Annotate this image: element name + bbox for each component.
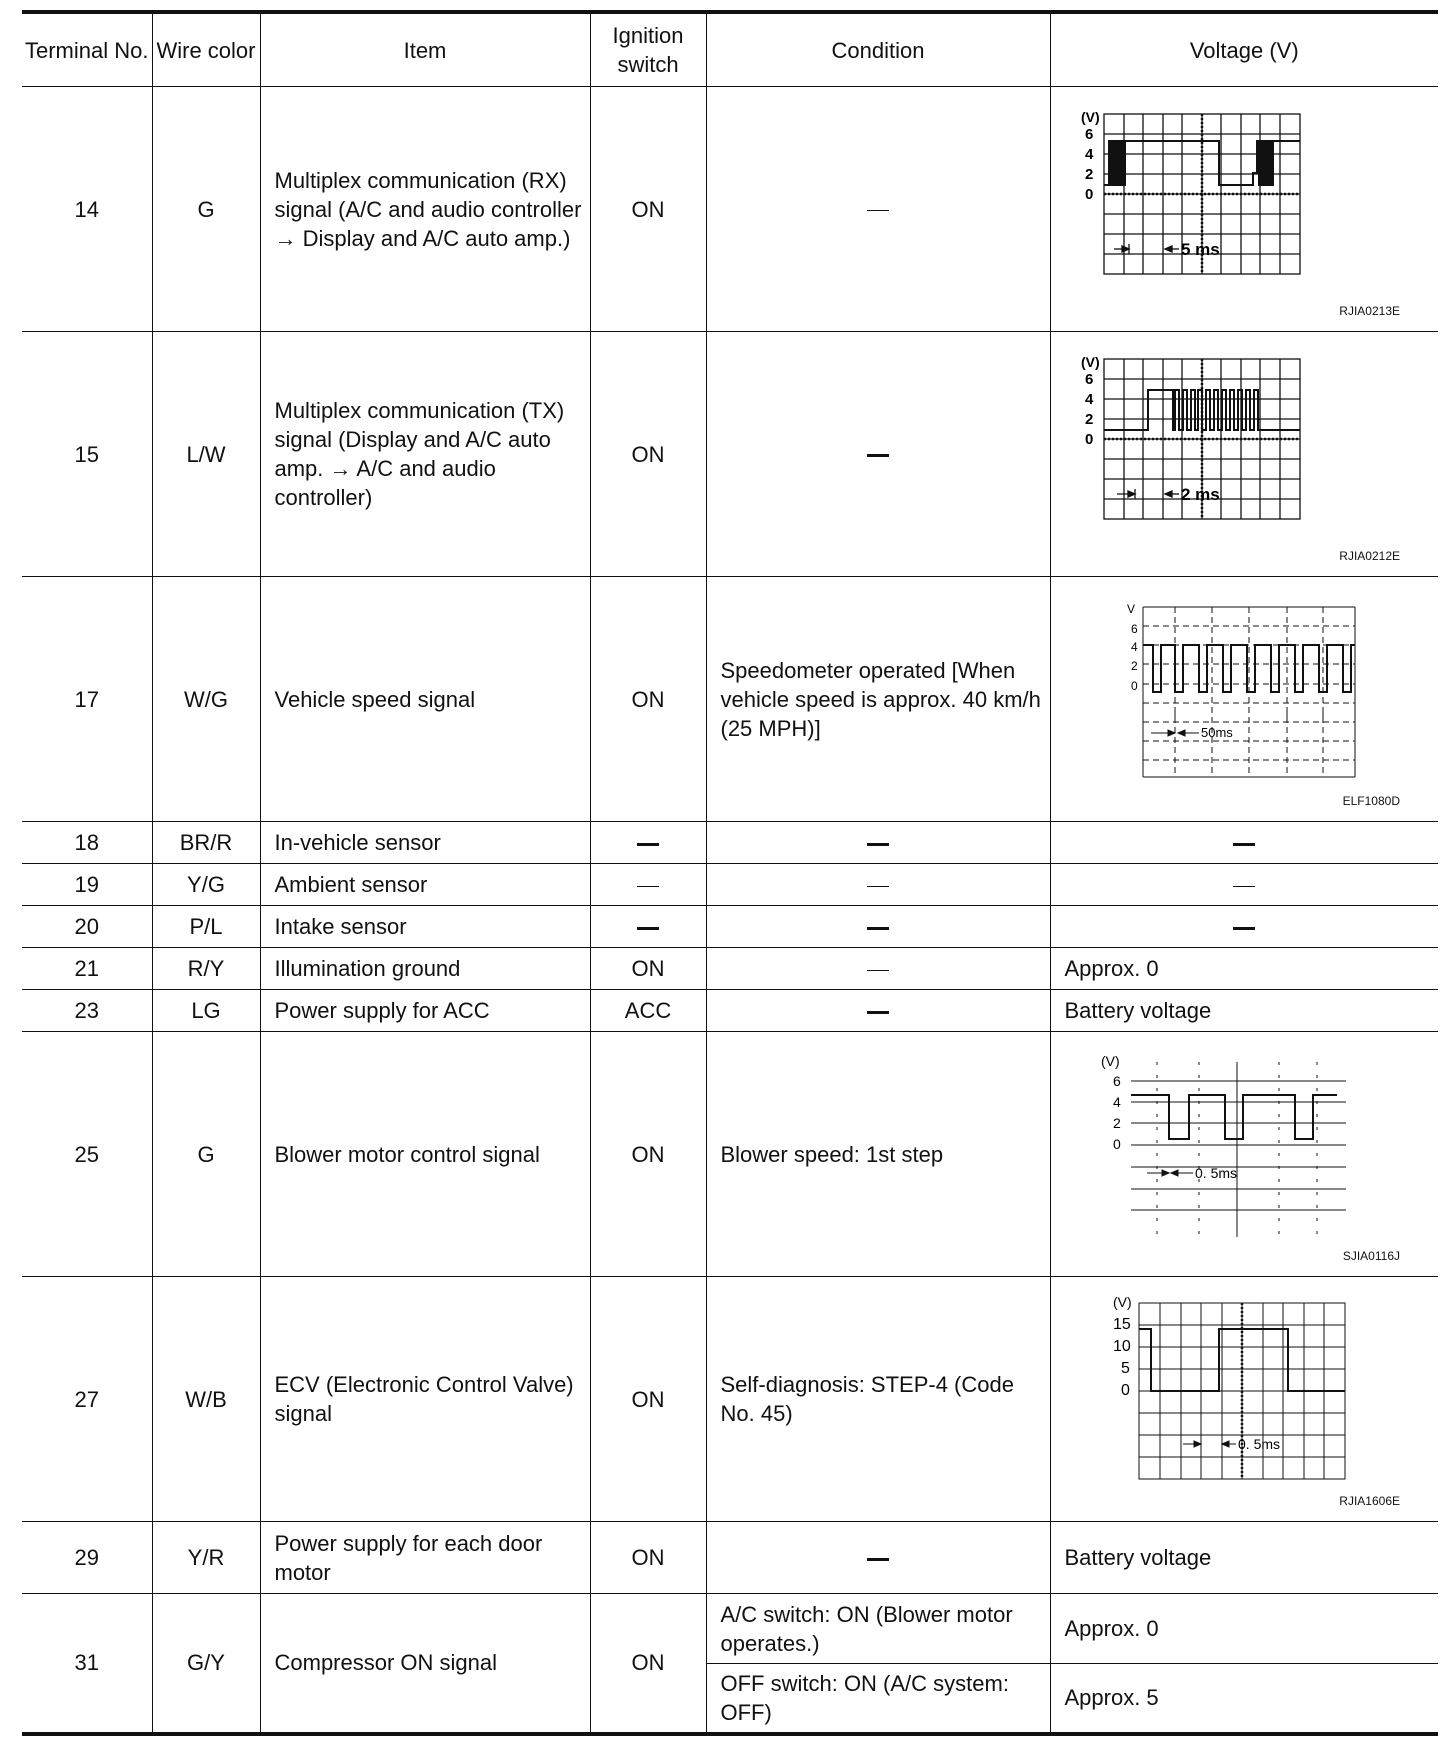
condition: OFF switch: ON (A/C system: OFF) [706, 1664, 1050, 1734]
waveform-25-grid [1131, 1062, 1346, 1237]
waveform-15-period: 2 ms [1180, 485, 1220, 504]
waveform-25-period: 0. 5ms [1194, 1165, 1237, 1181]
waveform-15-plot [1051, 332, 1439, 576]
terminal-voltage-table [22, 10, 1438, 1736]
waveform-14-tick: 4 [1084, 146, 1093, 163]
header-condition: Condition [706, 12, 1050, 87]
figure-code: RJIA0213E [1339, 304, 1400, 318]
terminal-no: 15 [22, 332, 152, 577]
waveform-14-plot [1051, 87, 1439, 331]
row-terminal-21 [22, 948, 1438, 990]
terminal-no: 17 [22, 577, 152, 822]
waveform-14-tick: 2 [1084, 166, 1093, 183]
figure-code: SJIA0116J [1342, 1249, 1400, 1263]
item: Power supply for ACC [260, 990, 590, 1032]
waveform-27-tick: 0 [1120, 1382, 1130, 1399]
waveform-15-tick: 6 [1084, 371, 1093, 388]
ignition-switch: ON [590, 1032, 706, 1277]
row-terminal-14 [22, 87, 1438, 332]
waveform-25-plot [1051, 1032, 1439, 1276]
header-item: Item [260, 12, 590, 87]
condition [706, 990, 1050, 1032]
condition [706, 906, 1050, 948]
dash-mark [867, 927, 889, 930]
voltage: Approx. 0 [1050, 1594, 1438, 1664]
voltage [1050, 864, 1438, 906]
terminal-no: 21 [22, 948, 152, 990]
item: ECV (Electronic Control Valve) signal [260, 1277, 590, 1522]
item: Multiplex communication (TX) signal (Display and A/C auto amp. → A/C and audio controller) [260, 332, 590, 577]
dash-mark [637, 843, 659, 846]
waveform-27-tick: 15 [1112, 1316, 1131, 1333]
dash-mark [867, 843, 889, 846]
condition [706, 864, 1050, 906]
voltage-waveform-cell [1050, 1277, 1438, 1522]
waveform-27-period: 0. 5ms [1237, 1436, 1280, 1452]
row-terminal-27 [22, 1277, 1438, 1522]
wire-color: P/L [152, 906, 260, 948]
voltage-waveform-cell [1050, 332, 1438, 577]
ignition-switch: ON [590, 332, 706, 577]
terminal-no: 27 [22, 1277, 152, 1522]
condition [706, 1522, 1050, 1594]
condition: Speedometer operated [When vehicle speed is approx. 40 km/h (25 MPH)] [706, 577, 1050, 822]
waveform-25-tick: 6 [1112, 1073, 1121, 1089]
condition: Blower speed: 1st step [706, 1032, 1050, 1277]
wire-color: Y/R [152, 1522, 260, 1594]
terminal-no: 20 [22, 906, 152, 948]
waveform-17-unit: V [1126, 602, 1135, 616]
ignition-switch: ACC [590, 990, 706, 1032]
row-terminal-17 [22, 577, 1438, 822]
waveform-25-tick: 4 [1112, 1094, 1121, 1110]
terminal-no: 23 [22, 990, 152, 1032]
wire-color: W/G [152, 577, 260, 822]
waveform-14-tick: 6 [1084, 126, 1093, 143]
ignition-switch: ON [590, 87, 706, 332]
terminal-no: 25 [22, 1032, 152, 1277]
dash-mark [867, 454, 889, 457]
wire-color: LG [152, 990, 260, 1032]
ignition-switch: ON [590, 577, 706, 822]
terminal-no: 19 [22, 864, 152, 906]
dash-mark [1233, 886, 1255, 887]
item: In-vehicle sensor [260, 822, 590, 864]
item: Ambient sensor [260, 864, 590, 906]
ignition-switch: ON [590, 1594, 706, 1734]
terminal-no: 18 [22, 822, 152, 864]
item: Power supply for each door motor [260, 1522, 590, 1594]
waveform-17-tick: 4 [1130, 640, 1138, 654]
voltage-waveform-cell [1050, 87, 1438, 332]
header-row [22, 12, 1438, 87]
header-terminal-no: Terminal No. [22, 12, 152, 87]
dash-mark [1233, 843, 1255, 846]
wire-color: G [152, 87, 260, 332]
voltage: Battery voltage [1050, 990, 1438, 1032]
waveform-14-unit: (V) [1080, 109, 1100, 125]
row-terminal-25 [22, 1032, 1438, 1277]
item: Illumination ground [260, 948, 590, 990]
ignition-switch [590, 906, 706, 948]
voltage: Battery voltage [1050, 1522, 1438, 1594]
dash-mark [867, 1011, 889, 1014]
item: Compressor ON signal [260, 1594, 590, 1734]
figure-code: RJIA0212E [1339, 549, 1400, 563]
figure-code: ELF1080D [1342, 794, 1400, 808]
dash-mark [867, 1558, 889, 1561]
wire-color: W/B [152, 1277, 260, 1522]
row-terminal-29 [22, 1522, 1438, 1594]
wire-color: BR/R [152, 822, 260, 864]
wire-color: L/W [152, 332, 260, 577]
item: Multiplex communication (RX) signal (A/C and audio controller → Display and A/C auto amp.) [260, 87, 590, 332]
voltage [1050, 822, 1438, 864]
condition [706, 332, 1050, 577]
header-voltage: Voltage (V) [1050, 12, 1438, 87]
waveform-17-period: 50ms [1200, 725, 1233, 740]
wire-color: R/Y [152, 948, 260, 990]
ignition-switch [590, 822, 706, 864]
waveform-27-tick: 5 [1120, 1360, 1130, 1377]
item: Vehicle speed signal [260, 577, 590, 822]
voltage-waveform-cell [1050, 1032, 1438, 1277]
waveform-17-tick: 2 [1130, 659, 1138, 673]
waveform-17-tick: 6 [1130, 622, 1138, 636]
voltage [1050, 906, 1438, 948]
waveform-27-tick: 10 [1112, 1338, 1131, 1355]
dash-mark [867, 210, 889, 211]
dash-mark [637, 927, 659, 930]
waveform-15-tick: 0 [1084, 431, 1093, 448]
condition [706, 822, 1050, 864]
ignition-switch: ON [590, 948, 706, 990]
condition [706, 87, 1050, 332]
ignition-switch [590, 864, 706, 906]
wire-color: Y/G [152, 864, 260, 906]
voltage-waveform-cell [1050, 577, 1438, 822]
ignition-switch: ON [590, 1277, 706, 1522]
waveform-15-tick: 4 [1084, 391, 1093, 408]
condition: Self-diagnosis: STEP-4 (Code No. 45) [706, 1277, 1050, 1522]
waveform-17-plot [1051, 577, 1439, 821]
item: Blower motor control signal [260, 1032, 590, 1277]
waveform-27-plot [1051, 1277, 1439, 1521]
waveform-14-period: 5 ms [1180, 240, 1220, 259]
terminal-no: 14 [22, 87, 152, 332]
ignition-switch: ON [590, 1522, 706, 1594]
waveform-25-tick: 2 [1112, 1115, 1121, 1131]
row-terminal-18 [22, 822, 1438, 864]
waveform-25-tick: 0 [1112, 1136, 1121, 1152]
terminal-no: 31 [22, 1594, 152, 1734]
dash-mark [867, 970, 889, 971]
waveform-15-tick: 2 [1084, 411, 1093, 428]
waveform-17-tick: 0 [1130, 679, 1138, 693]
dash-mark [867, 886, 889, 887]
item: Intake sensor [260, 906, 590, 948]
terminal-no: 29 [22, 1522, 152, 1594]
figure-code: RJIA1606E [1339, 1494, 1400, 1508]
waveform-27-unit: (V) [1112, 1294, 1132, 1310]
row-terminal-31-a [22, 1594, 1438, 1664]
voltage: Approx. 5 [1050, 1664, 1438, 1734]
wire-color: G/Y [152, 1594, 260, 1734]
dash-mark [637, 886, 659, 887]
waveform-25-unit: (V) [1100, 1053, 1120, 1069]
waveform-15-unit: (V) [1080, 354, 1100, 370]
voltage: Approx. 0 [1050, 948, 1438, 990]
condition: A/C switch: ON (Blower motor operates.) [706, 1594, 1050, 1664]
wire-color: G [152, 1032, 260, 1277]
row-terminal-20 [22, 906, 1438, 948]
row-terminal-23 [22, 990, 1438, 1032]
waveform-14-tick: 0 [1084, 186, 1093, 203]
row-terminal-19 [22, 864, 1438, 906]
dash-mark [1233, 927, 1255, 930]
waveform-15-trace [1104, 390, 1300, 430]
row-terminal-15 [22, 332, 1438, 577]
header-ignition-switch: Ignition switch [590, 12, 706, 87]
header-wire-color: Wire color [152, 12, 260, 87]
condition [706, 948, 1050, 990]
